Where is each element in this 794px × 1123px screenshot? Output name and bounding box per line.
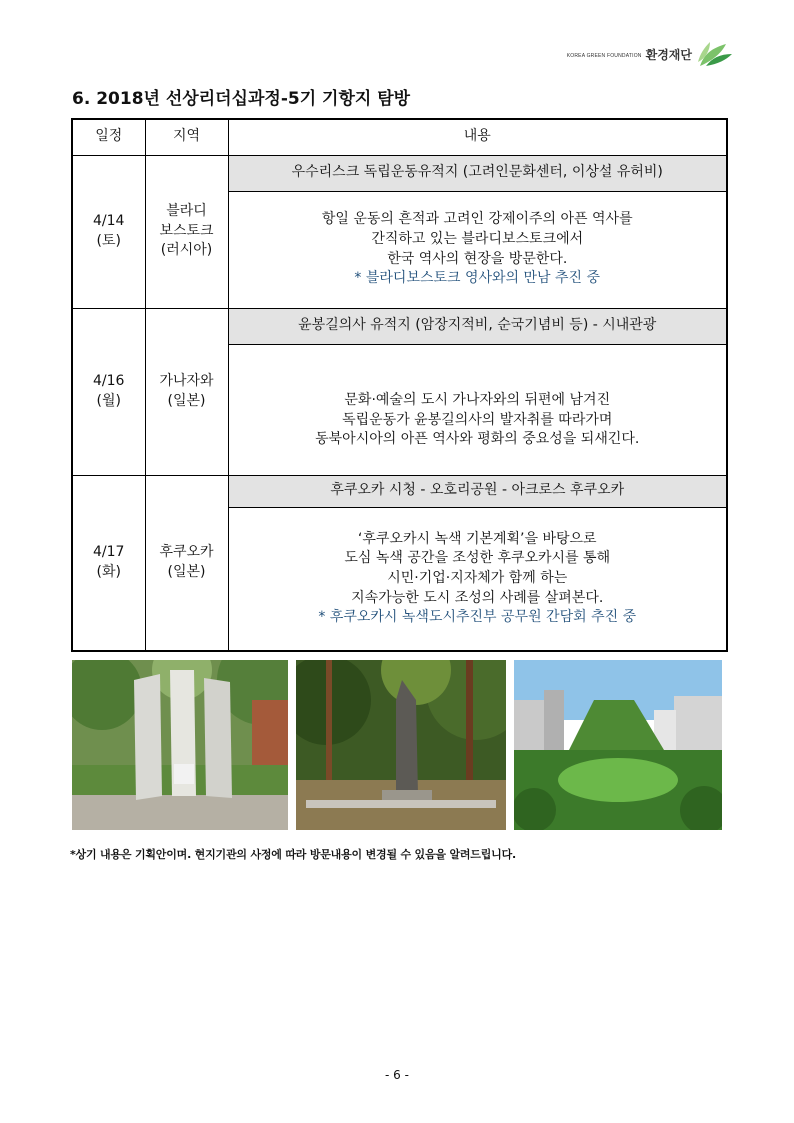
leaf-icon xyxy=(696,40,734,68)
page-title: 6. 2018년 선상리더십과정-5기 기항지 탐방 xyxy=(72,89,411,109)
content-line: 독립운동가 윤봉길의사의 발자취를 따라가며 xyxy=(342,411,613,428)
stone-monument-photo xyxy=(296,660,506,830)
itinerary-table xyxy=(71,118,728,652)
row-subtitle: 윤봉길의사 유적지 (암장지적비, 순국기념비 등) - 시내관광 xyxy=(228,308,727,344)
table-row xyxy=(72,475,727,507)
region-line: 후쿠오카 xyxy=(159,544,214,561)
content-line: 도심 녹색 공간을 조성한 후쿠오카시를 통해 xyxy=(344,550,611,567)
content-line: 한국 역사의 현장을 방문한다. xyxy=(387,250,568,267)
disclaimer-note: *상기 내용은 기획안이며. 현지기관의 사정에 따라 방문내용이 변경될 수 있음을 알려드립니다. xyxy=(70,848,516,861)
region-line: (러시아) xyxy=(160,242,213,259)
content-line: 지속가능한 도시 조성의 사례를 살펴본다. xyxy=(351,589,604,606)
content-line: 항일 운동의 흔적과 고려인 강제이주의 아픈 역사를 xyxy=(321,211,633,228)
logo-english-name: KOREA GREEN FOUNDATION xyxy=(566,53,642,59)
header-date: 일정 xyxy=(72,119,145,155)
content-cell xyxy=(228,344,727,475)
page-number: - 6 - xyxy=(385,1068,409,1082)
table-row xyxy=(72,155,727,191)
table-header-row xyxy=(72,119,727,155)
date-cell xyxy=(72,475,145,651)
logo-korean-name: 환경재단 xyxy=(645,47,692,62)
date: 4/17 xyxy=(93,544,125,561)
content-line: 문화·예술의 도시 가나자와의 뒤편에 남겨진 xyxy=(344,392,611,409)
row-subtitle: 우수리스크 독립운동유적지 (고려인문화센터, 이상설 유허비) xyxy=(228,155,727,191)
region-line: (일본) xyxy=(167,563,206,580)
date: 4/16 xyxy=(93,372,125,389)
date: 4/14 xyxy=(93,212,125,229)
date-cell xyxy=(72,155,145,308)
row-subtitle: 후쿠오카 시청 - 오호리공원 - 아크로스 후쿠오카 xyxy=(228,475,727,507)
region-cell xyxy=(145,155,228,308)
foundation-logo xyxy=(567,40,734,68)
region-cell xyxy=(145,308,228,475)
content-note: * 블라디보스토크 영사와의 만남 추진 중 xyxy=(354,270,601,287)
weekday: (월) xyxy=(96,392,121,409)
content-line: 간직하고 있는 블라디보스토크에서 xyxy=(371,230,584,247)
header-region: 지역 xyxy=(145,119,228,155)
photo-strip xyxy=(72,660,722,830)
content-line: 시민·기업·지자체가 함께 하는 xyxy=(387,569,568,586)
table-row xyxy=(72,308,727,344)
content-line: ‘후쿠오카시 녹색 기본계획’을 바탕으로 xyxy=(357,530,597,547)
weekday: (화) xyxy=(96,563,121,580)
header-content: 내용 xyxy=(228,119,727,155)
acros-fukuoka-photo xyxy=(514,660,722,830)
region-line: 보스토크 xyxy=(159,222,214,239)
weekday: (토) xyxy=(96,232,121,249)
region-line: (일본) xyxy=(167,392,206,409)
content-line: 동북아시아의 아픈 역사와 평화의 중요성을 되새긴다. xyxy=(315,431,640,448)
memorial-pillars-photo xyxy=(72,660,288,830)
content-cell xyxy=(228,507,727,651)
region-line: 가나자와 xyxy=(159,372,214,389)
content-cell xyxy=(228,191,727,308)
content-note: * 후쿠오카시 녹색도시추진부 공무원 간담회 추진 중 xyxy=(318,609,637,626)
date-cell xyxy=(72,308,145,475)
region-cell xyxy=(145,475,228,651)
region-line: 블라디 xyxy=(166,203,207,220)
